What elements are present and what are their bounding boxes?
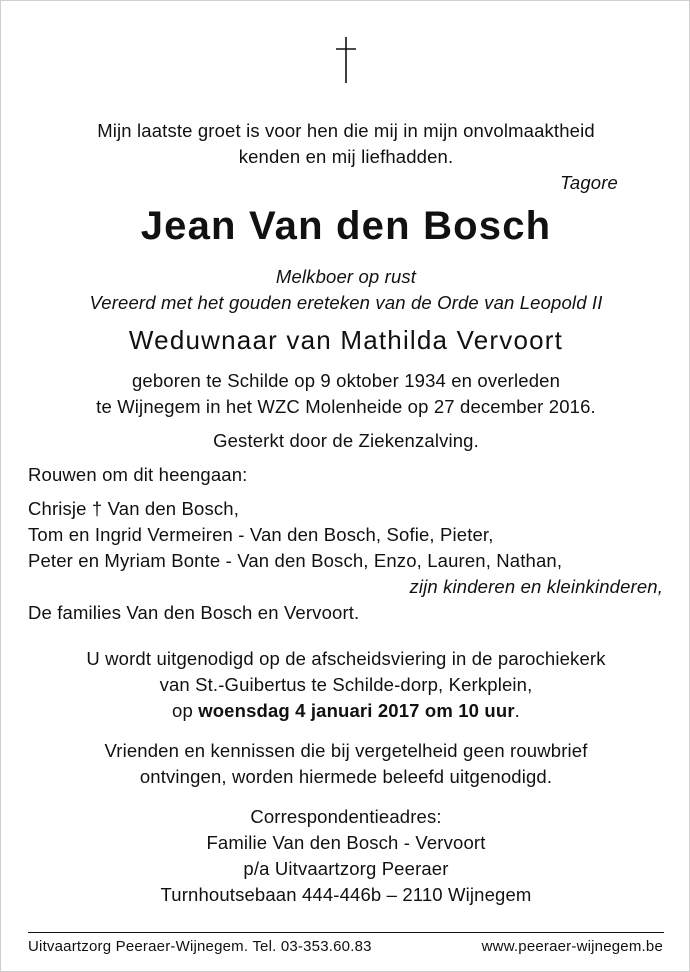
birth-line: geboren te Schilde op 9 oktober 1934 en overleden [131,370,561,391]
ceremony-date: woensdag 4 januari 2017 om 10 uur [198,700,515,721]
deceased-occupation: Melkboer op rust [275,266,417,287]
correspondence-line: Familie Van den Bosch - Vervoort [206,832,486,853]
deceased-name: Jean Van den Bosch [140,204,552,248]
sacrament: Gesterkt door de Ziekenzalving. [213,430,479,451]
ceremony-line-1: U wordt uitgenodigd op de afscheidsviering in de parochiekerk [86,648,606,669]
cross-icon [334,37,358,83]
correspondence-line: Turnhoutsebaan 444-446b – 2110 Wijnegem [160,884,532,905]
quote-author: Tagore [560,172,618,193]
mourner-line: Tom en Ingrid Vermeiren - Van den Bosch, Sofie, Pieter, [28,524,494,545]
quote-line-2: kenden en mij liefhadden. [238,146,454,167]
footer-website[interactable]: www.peeraer-wijnegem.be [481,938,663,955]
invitation-line-1: Vrienden en kennissen die bij vergetelheid geen rouwbrief [104,740,588,761]
deceased-honour: Vereerd met het gouden ereteken van de Orde van Leopold II [89,292,603,313]
mourner-relation: zijn kinderen en kleinkinderen, [409,576,663,597]
ceremony-line-3 [1,699,690,723]
footer-divider [28,932,664,933]
ceremony-suffix: . [514,700,520,721]
mourners-intro: Rouwen om dit heengaan: [28,464,248,485]
correspondence-heading: Correspondentieadres: [250,806,442,827]
widow-of: Weduwnaar van Mathilda Vervoort [128,325,564,355]
invitation-line-2: ontvingen, worden hiermede beleefd uitgenodigd. [139,766,553,787]
ceremony-prefix: op [172,700,199,721]
ceremony-line-2: van St.-Guibertus te Schilde-dorp, Kerkplein, [159,674,533,695]
mourner-families: De families Van den Bosch en Vervoort. [28,602,360,623]
footer-company: Uitvaartzorg Peeraer-Wijnegem. Tel. 03-353.60.83 [28,938,372,955]
death-line: te Wijnegem in het WZC Molenheide op 27 december 2016. [96,396,596,417]
mourner-line: Peter en Myriam Bonte - Van den Bosch, Enzo, Lauren, Nathan, [28,550,563,571]
mourner-line: Chrisje † Van den Bosch, [28,498,239,519]
quote-line-1: Mijn laatste groet is voor hen die mij in mijn onvolmaaktheid [97,120,595,141]
correspondence-line: p/a Uitvaartzorg Peeraer [243,858,449,879]
